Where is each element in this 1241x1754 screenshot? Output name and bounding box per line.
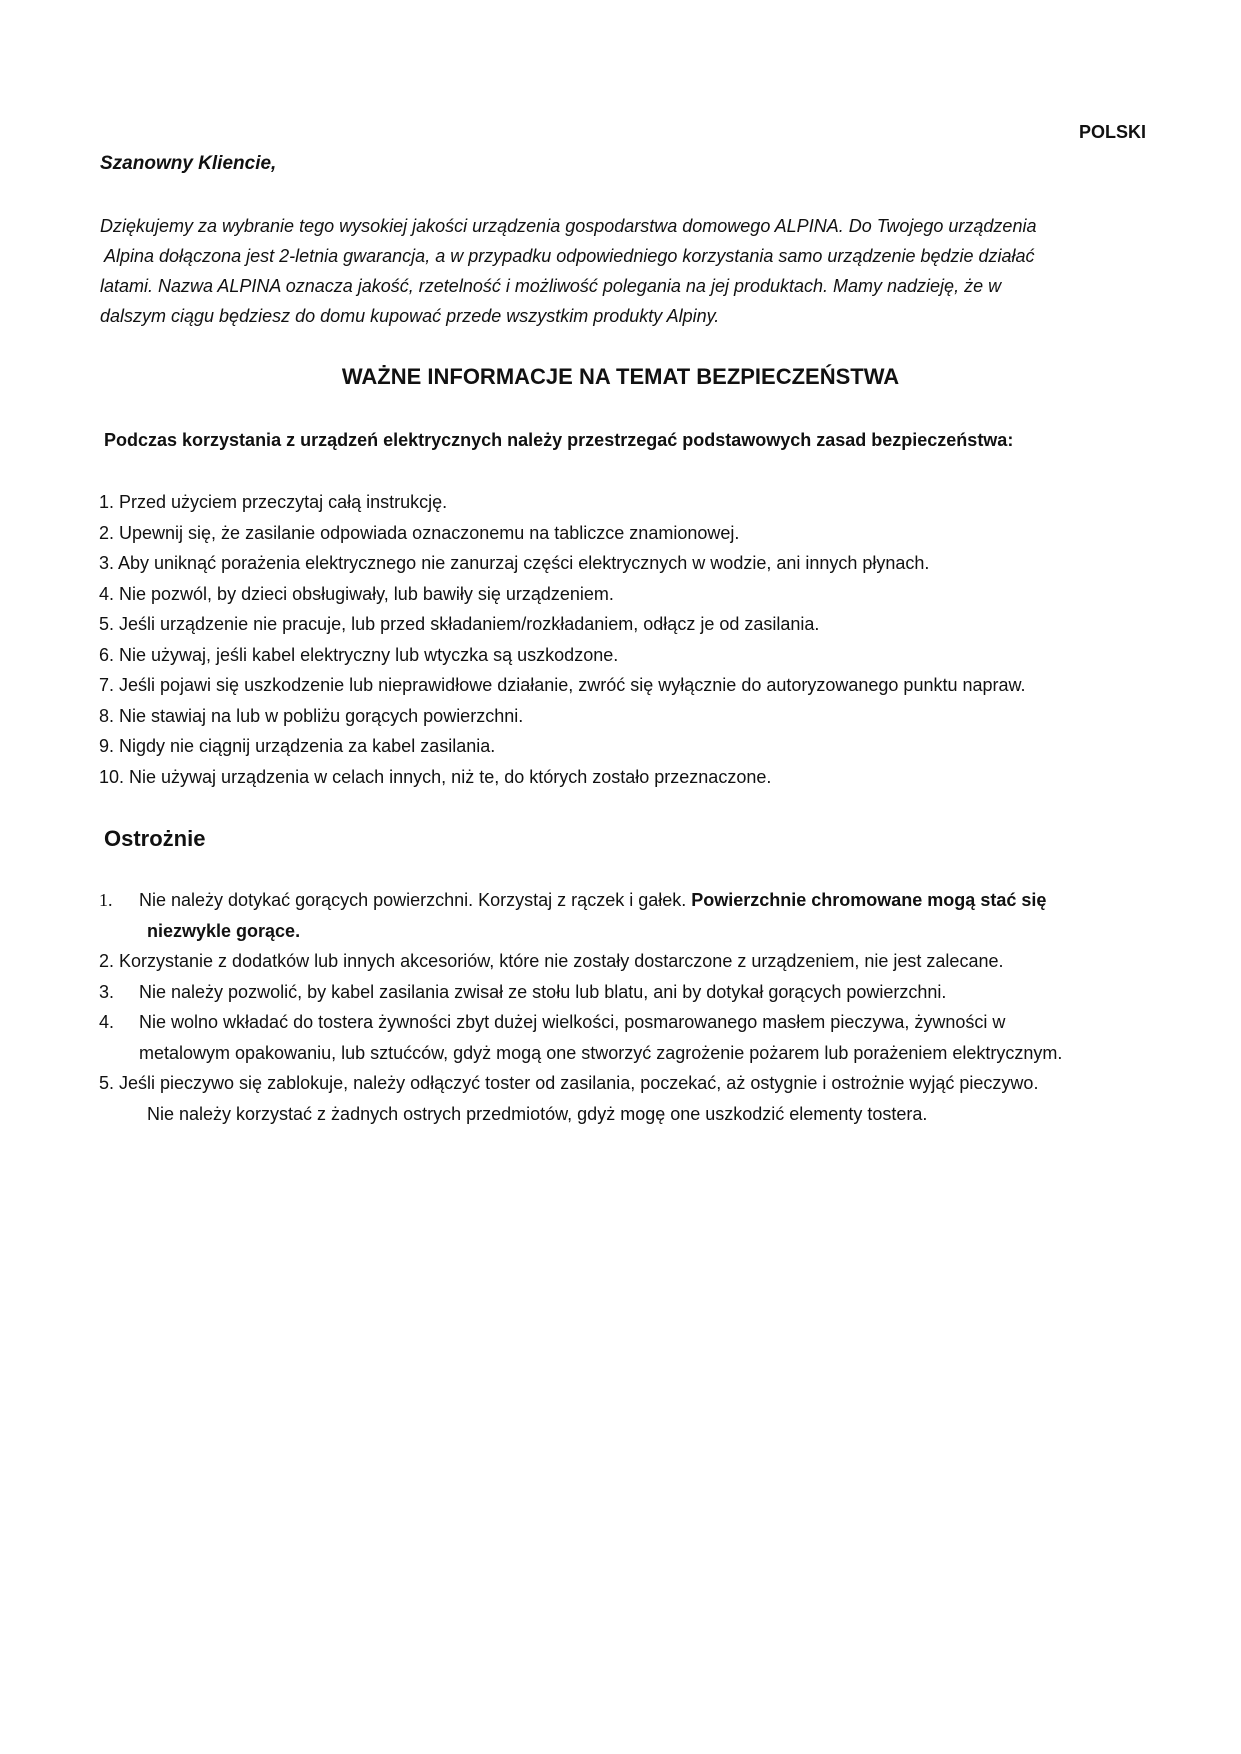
caution-item-4-cont: metalowym opakowaniu, lub sztućców, gdyż mogą one stworzyć zagrożenie pożarem lub porażeniem elektrycznym. bbox=[139, 1042, 1063, 1063]
intro-line: Alpina dołączona jest 2-letnia gwarancja, a w przypadku odpowiedniego korzystania samo urządzenie będzie działać bbox=[104, 246, 1035, 266]
greeting: Szanowny Kliencie, bbox=[100, 153, 277, 174]
item-text: Nie należy dotykać gorących powierzchni. Korzystaj z rączek i gałek. bbox=[139, 890, 687, 910]
item-text: Nie wolno wkładać do tostera żywności zbyt dużej wielkości, posmarowanego masłem pieczywa, żywności w bbox=[139, 1012, 1006, 1032]
safety-rules-list bbox=[99, 487, 1026, 792]
item-number: 1. bbox=[99, 890, 113, 910]
intro-line: Dziękujemy za wybranie tego wysokiej jakości urządzenia gospodarstwa domowego ALPINA. Do Twojego urządzenia bbox=[100, 216, 1037, 236]
list-item: 9. Nigdy nie ciągnij urządzenia za kabel zasilania. bbox=[99, 736, 496, 756]
caution-item-1-cont bbox=[99, 916, 1149, 947]
intro-paragraph bbox=[100, 211, 1145, 331]
list-item: 7. Jeśli pojawi się uszkodzenie lub nieprawidłowe działanie, zwróć się wyłącznie do autoryzowanego punktu napraw. bbox=[99, 675, 1026, 695]
item-text: Nie należy pozwolić, by kabel zasilania zwisał ze stołu lub blatu, ani by dotykał gorących powierzchni. bbox=[139, 981, 947, 1002]
caution-item-2: 2. Korzystanie z dodatków lub innych akcesoriów, które nie zostały dostarczone z urządzeniem, nie jest zalecane. bbox=[99, 951, 1004, 971]
caution-list bbox=[99, 885, 1149, 1129]
caution-item-5: 5. Jeśli pieczywo się zablokuje, należy odłączyć toster od zasilania, poczekać, aż ostygnie i ostrożnie wyjąć pieczywo. bbox=[99, 1073, 1039, 1093]
caution-item-5-cont: Nie należy korzystać z żadnych ostrych przedmiotów, gdyż mogę one uszkodzić elementy tostera. bbox=[147, 1103, 928, 1124]
list-item: 10. Nie używaj urządzenia w celach innych, niż te, do których zostało przeznaczone. bbox=[99, 766, 772, 787]
list-item: 2. Upewnij się, że zasilanie odpowiada oznaczonemu na tabliczce znamionowej. bbox=[99, 522, 740, 543]
item-number: 3. bbox=[99, 981, 115, 1002]
list-item: 4. Nie pozwól, by dzieci obsługiwały, lub bawiły się urządzeniem. bbox=[99, 583, 614, 604]
language-label: POLSKI bbox=[1078, 122, 1146, 142]
intro-line: latami. Nazwa ALPINA oznacza jakość, rzetelność i możliwość polegania na jej produktach. Mamy nadzieję, że w bbox=[100, 276, 1002, 296]
safety-title: WAŻNE INFORMACJE NA TEMAT BEZPIECZEŃSTWA bbox=[341, 364, 900, 389]
caution-item-1 bbox=[99, 885, 1149, 916]
item-bold-text: Powierzchnie chromowane mogą stać się bbox=[691, 890, 1047, 910]
caution-heading: Ostrożnie bbox=[104, 826, 206, 851]
list-item: 6. Nie używaj, jeśli kabel elektryczny lub wtyczka są uszkodzone. bbox=[99, 644, 619, 665]
item-bold-text: niezwykle gorące. bbox=[147, 920, 301, 941]
caution-item-4 bbox=[99, 1007, 1149, 1038]
caution-item-3 bbox=[99, 977, 1149, 1008]
list-item: 3. Aby uniknąć porażenia elektrycznego nie zanurzaj części elektrycznych w wodzie, ani innych płynach. bbox=[99, 553, 930, 573]
safety-subtitle: Podczas korzystania z urządzeń elektrycznych należy przestrzegać podstawowych zasad bezpieczeństwa: bbox=[104, 430, 1014, 450]
list-item: 1. Przed użyciem przeczytaj całą instrukcję. bbox=[99, 492, 448, 512]
list-item: 8. Nie stawiaj na lub w pobliżu gorących powierzchni. bbox=[99, 705, 524, 726]
item-number: 4. bbox=[99, 1012, 115, 1032]
list-item: 5. Jeśli urządzenie nie pracuje, lub przed składaniem/rozkładaniem, odłącz je od zasilania. bbox=[99, 614, 820, 634]
intro-line: dalszym ciągu będziesz do domu kupować przede wszystkim produkty Alpiny. bbox=[100, 306, 720, 326]
